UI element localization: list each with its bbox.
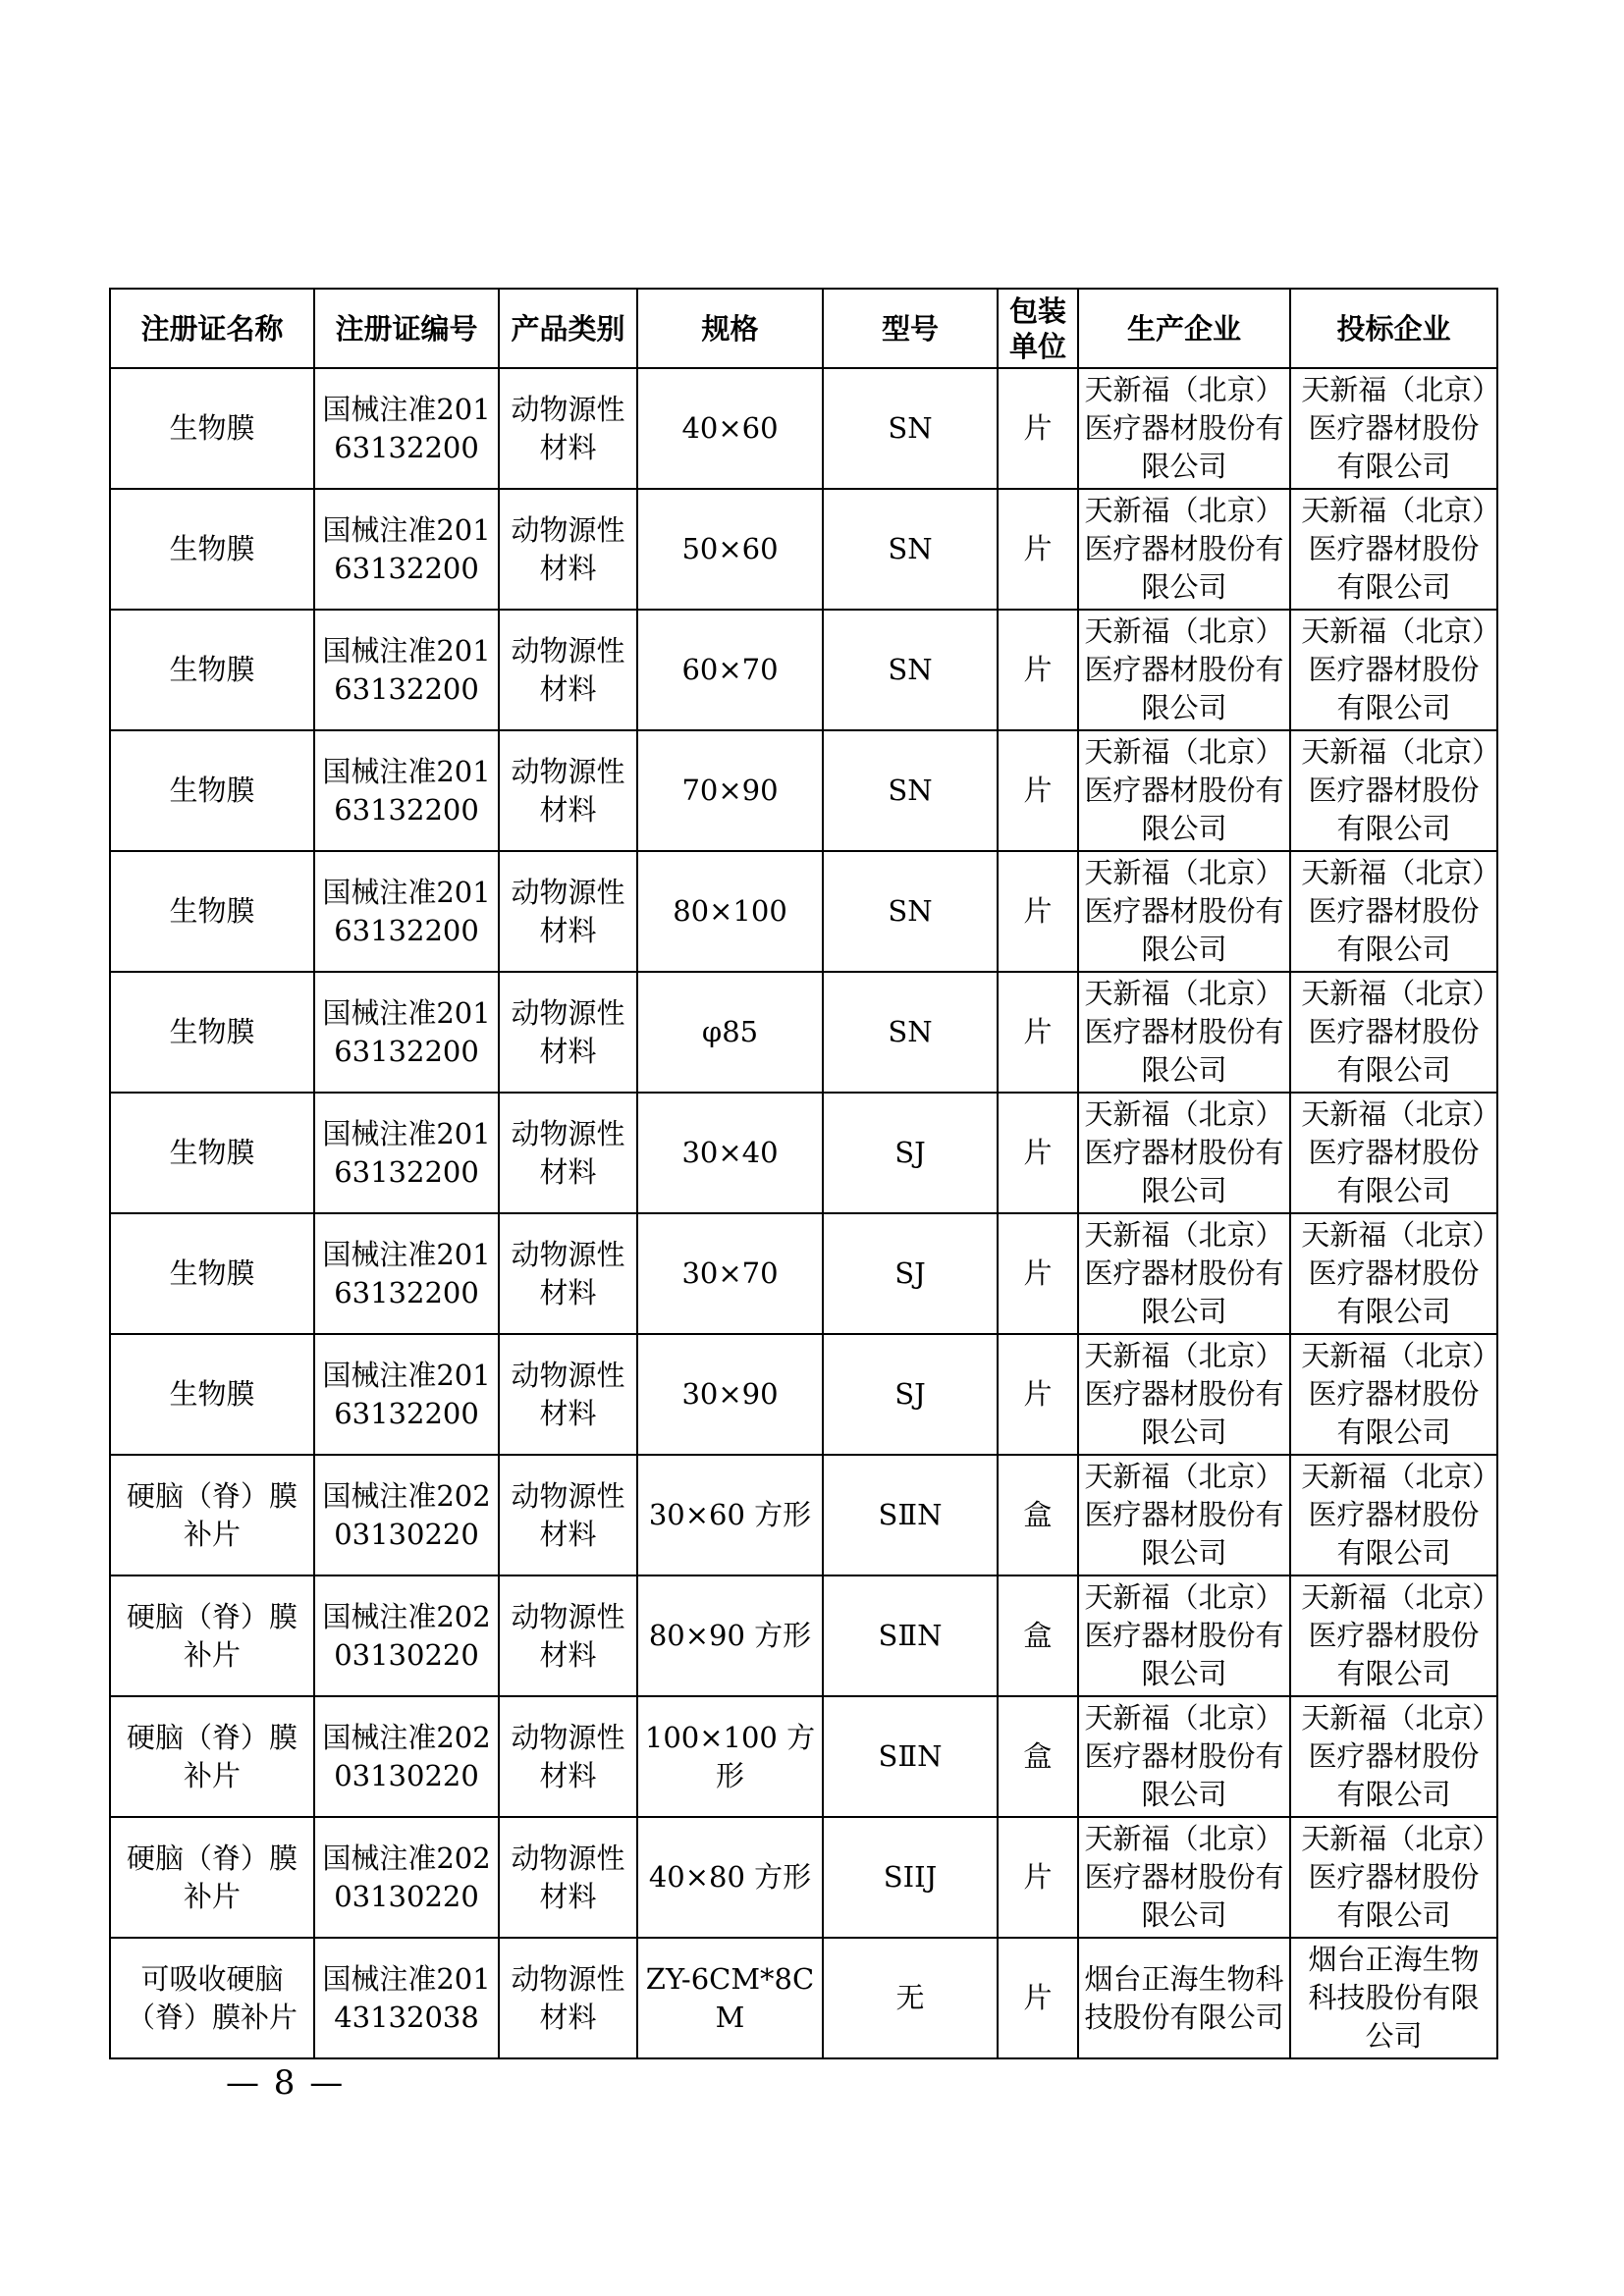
registration-name-cell: 生物膜 (110, 610, 314, 730)
package-unit-cell: 盒 (998, 1696, 1078, 1817)
registration-name-cell: 生物膜 (110, 489, 314, 610)
registration-number-cell: 国械注准20163132200 (314, 1213, 499, 1334)
package-unit-cell: 盒 (998, 1455, 1078, 1575)
product-category-cell: 动物源性材料 (499, 851, 637, 972)
specification-cell: 30×40 (637, 1093, 823, 1213)
registration-name-cell: 生物膜 (110, 1334, 314, 1455)
manufacturer-cell: 天新福（北京）医疗器材股份有限公司 (1078, 1455, 1290, 1575)
registration-name-cell: 硬脑（脊）膜补片 (110, 1575, 314, 1696)
bidder-cell: 天新福（北京）医疗器材股份有限公司 (1290, 1696, 1497, 1817)
registration-number-cell: 国械注准20163132200 (314, 730, 499, 851)
registration-number-cell: 国械注准20143132038 (314, 1938, 499, 2058)
package-unit-cell: 片 (998, 610, 1078, 730)
package-unit-cell: 片 (998, 489, 1078, 610)
table-row (110, 610, 1497, 730)
registration-number-cell: 国械注准20163132200 (314, 368, 499, 489)
table-row (110, 730, 1497, 851)
specification-cell: 40×60 (637, 368, 823, 489)
model-cell: 无 (823, 1938, 998, 2058)
specification-cell: 100×100 方形 (637, 1696, 823, 1817)
table-row (110, 1575, 1497, 1696)
bidder-cell: 天新福（北京）医疗器材股份有限公司 (1290, 1575, 1497, 1696)
table-row (110, 1334, 1497, 1455)
specification-cell: 50×60 (637, 489, 823, 610)
model-cell: SN (823, 368, 998, 489)
specification-cell: 80×90 方形 (637, 1575, 823, 1696)
product-category-cell: 动物源性材料 (499, 1455, 637, 1575)
col-header-model: 型号 (823, 289, 998, 368)
specification-cell: 70×90 (637, 730, 823, 851)
bidder-cell: 天新福（北京）医疗器材股份有限公司 (1290, 851, 1497, 972)
manufacturer-cell: 天新福（北京）医疗器材股份有限公司 (1078, 610, 1290, 730)
registration-number-cell: 国械注准20163132200 (314, 972, 499, 1093)
specification-cell: φ85 (637, 972, 823, 1093)
package-unit-cell: 片 (998, 1213, 1078, 1334)
specification-cell: 80×100 (637, 851, 823, 972)
table-row (110, 1455, 1497, 1575)
registration-number-cell: 国械注准20203130220 (314, 1696, 499, 1817)
bidder-cell: 天新福（北京）医疗器材股份有限公司 (1290, 1093, 1497, 1213)
table-row (110, 368, 1497, 489)
bidder-cell: 天新福（北京）医疗器材股份有限公司 (1290, 610, 1497, 730)
product-category-cell: 动物源性材料 (499, 1334, 637, 1455)
manufacturer-cell: 天新福（北京）医疗器材股份有限公司 (1078, 1817, 1290, 1938)
manufacturer-cell: 天新福（北京）医疗器材股份有限公司 (1078, 730, 1290, 851)
product-category-cell: 动物源性材料 (499, 1213, 637, 1334)
col-header-package-unit: 包装单位 (998, 289, 1078, 368)
bidder-cell: 天新福（北京）医疗器材股份有限公司 (1290, 1455, 1497, 1575)
specification-cell: 30×70 (637, 1213, 823, 1334)
specification-cell: ZY-6CM*8CM (637, 1938, 823, 2058)
model-cell: SN (823, 972, 998, 1093)
table-row (110, 1093, 1497, 1213)
col-header-specification: 规格 (637, 289, 823, 368)
registration-number-cell: 国械注准20163132200 (314, 851, 499, 972)
registration-name-cell: 硬脑（脊）膜补片 (110, 1696, 314, 1817)
product-category-cell: 动物源性材料 (499, 489, 637, 610)
package-unit-cell: 片 (998, 368, 1078, 489)
manufacturer-cell: 天新福（北京）医疗器材股份有限公司 (1078, 368, 1290, 489)
registration-number-cell: 国械注准20203130220 (314, 1817, 499, 1938)
registration-number-cell: 国械注准20163132200 (314, 489, 499, 610)
product-category-cell: 动物源性材料 (499, 730, 637, 851)
registration-number-cell: 国械注准20163132200 (314, 1093, 499, 1213)
registration-name-cell: 生物膜 (110, 730, 314, 851)
package-unit-cell: 片 (998, 1093, 1078, 1213)
product-table (109, 288, 1498, 2059)
bidder-cell: 天新福（北京）医疗器材股份有限公司 (1290, 368, 1497, 489)
table-row (110, 489, 1497, 610)
registration-number-cell: 国械注准20203130220 (314, 1575, 499, 1696)
product-category-cell: 动物源性材料 (499, 1575, 637, 1696)
manufacturer-cell: 天新福（北京）医疗器材股份有限公司 (1078, 489, 1290, 610)
table-row (110, 1817, 1497, 1938)
product-category-cell: 动物源性材料 (499, 368, 637, 489)
product-category-cell: 动物源性材料 (499, 1817, 637, 1938)
registration-number-cell: 国械注准20203130220 (314, 1455, 499, 1575)
model-cell: SN (823, 851, 998, 972)
registration-name-cell: 硬脑（脊）膜补片 (110, 1455, 314, 1575)
table-row (110, 1213, 1497, 1334)
registration-name-cell: 生物膜 (110, 1213, 314, 1334)
model-cell: SN (823, 610, 998, 730)
package-unit-cell: 片 (998, 972, 1078, 1093)
manufacturer-cell: 天新福（北京）医疗器材股份有限公司 (1078, 1575, 1290, 1696)
package-unit-cell: 盒 (998, 1575, 1078, 1696)
table-row (110, 1938, 1497, 2058)
manufacturer-cell: 天新福（北京）医疗器材股份有限公司 (1078, 851, 1290, 972)
manufacturer-cell: 烟台正海生物科技股份有限公司 (1078, 1938, 1290, 2058)
specification-cell: 30×60 方形 (637, 1455, 823, 1575)
product-category-cell: 动物源性材料 (499, 972, 637, 1093)
model-cell: SJ (823, 1334, 998, 1455)
page-number: — 8 — (226, 2063, 346, 2103)
product-category-cell: 动物源性材料 (499, 1696, 637, 1817)
product-category-cell: 动物源性材料 (499, 1093, 637, 1213)
specification-cell: 30×90 (637, 1334, 823, 1455)
model-cell: SN (823, 730, 998, 851)
bidder-cell: 天新福（北京）医疗器材股份有限公司 (1290, 489, 1497, 610)
specification-cell: 40×80 方形 (637, 1817, 823, 1938)
manufacturer-cell: 天新福（北京）医疗器材股份有限公司 (1078, 972, 1290, 1093)
bidder-cell: 天新福（北京）医疗器材股份有限公司 (1290, 1213, 1497, 1334)
package-unit-cell: 片 (998, 1334, 1078, 1455)
manufacturer-cell: 天新福（北京）医疗器材股份有限公司 (1078, 1696, 1290, 1817)
table-row (110, 972, 1497, 1093)
product-category-cell: 动物源性材料 (499, 1938, 637, 2058)
model-cell: SⅡN (823, 1575, 998, 1696)
col-header-bidder: 投标企业 (1290, 289, 1497, 368)
specification-cell: 60×70 (637, 610, 823, 730)
table-row (110, 851, 1497, 972)
table-body (110, 368, 1497, 2058)
header-row (110, 289, 1497, 368)
registration-name-cell: 生物膜 (110, 972, 314, 1093)
package-unit-cell: 片 (998, 1938, 1078, 2058)
model-cell: SIIJ (823, 1817, 998, 1938)
bidder-cell: 烟台正海生物科技股份有限公司 (1290, 1938, 1497, 2058)
registration-name-cell: 可吸收硬脑（脊）膜补片 (110, 1938, 314, 2058)
bidder-cell: 天新福（北京）医疗器材股份有限公司 (1290, 730, 1497, 851)
package-unit-cell: 片 (998, 851, 1078, 972)
model-cell: SJ (823, 1093, 998, 1213)
registration-name-cell: 硬脑（脊）膜补片 (110, 1817, 314, 1938)
bidder-cell: 天新福（北京）医疗器材股份有限公司 (1290, 972, 1497, 1093)
manufacturer-cell: 天新福（北京）医疗器材股份有限公司 (1078, 1213, 1290, 1334)
col-header-manufacturer: 生产企业 (1078, 289, 1290, 368)
bidder-cell: 天新福（北京）医疗器材股份有限公司 (1290, 1817, 1497, 1938)
col-header-registration-name: 注册证名称 (110, 289, 314, 368)
package-unit-cell: 片 (998, 730, 1078, 851)
model-cell: SN (823, 489, 998, 610)
registration-number-cell: 国械注准20163132200 (314, 1334, 499, 1455)
registration-name-cell: 生物膜 (110, 1093, 314, 1213)
col-header-product-category: 产品类别 (499, 289, 637, 368)
model-cell: SⅡN (823, 1455, 998, 1575)
manufacturer-cell: 天新福（北京）医疗器材股份有限公司 (1078, 1093, 1290, 1213)
manufacturer-cell: 天新福（北京）医疗器材股份有限公司 (1078, 1334, 1290, 1455)
model-cell: SⅡN (823, 1696, 998, 1817)
product-category-cell: 动物源性材料 (499, 610, 637, 730)
registration-name-cell: 生物膜 (110, 851, 314, 972)
package-unit-cell: 片 (998, 1817, 1078, 1938)
model-cell: SJ (823, 1213, 998, 1334)
table-row (110, 1696, 1497, 1817)
registration-name-cell: 生物膜 (110, 368, 314, 489)
registration-number-cell: 国械注准20163132200 (314, 610, 499, 730)
bidder-cell: 天新福（北京）医疗器材股份有限公司 (1290, 1334, 1497, 1455)
col-header-registration-number: 注册证编号 (314, 289, 499, 368)
